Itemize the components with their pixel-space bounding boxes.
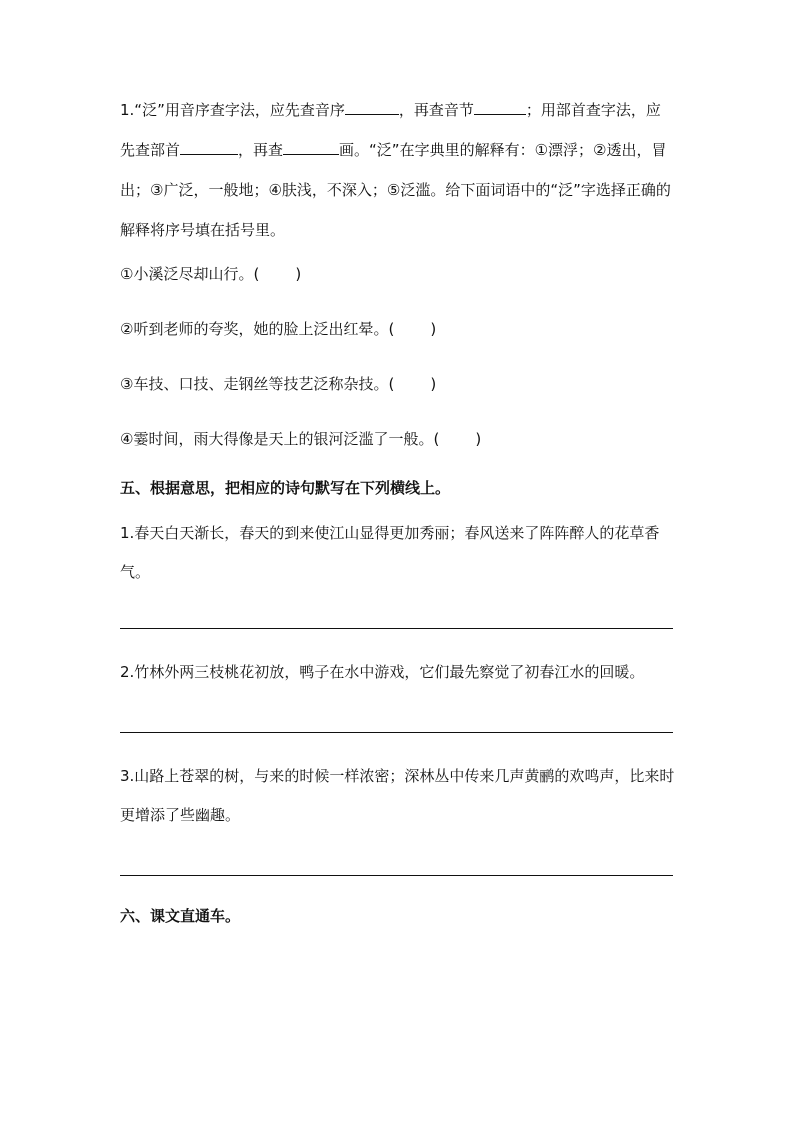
choice-item-text: ①小溪泛尽却山行。( [120,265,260,283]
question-text: 2.竹林外两三枝桃花初放，鸭子在水中游戏，它们最先察觉了初春江水的回暖。 [120,663,645,681]
answer-line[interactable] [120,875,673,876]
choice-item-close: ) [430,375,437,393]
intro-part-2: ，再查音节 [398,101,474,119]
choice-item-text: ②听到老师的夸奖，她的脸上泛出红晕。( [120,320,395,338]
choice-item [120,374,675,429]
choice-item [120,264,675,319]
blank-sequence-letter[interactable] [345,100,399,115]
intro-part-5: 画。“泛”在字典里的解释有：①漂浮；②透出，冒出；③广泛，一般地；④肤浅，不深入；⑤泛滥。给下面词语中的“泛”字选择正确的解释将序号填在括号里。 [120,141,671,239]
intro-part-4: ，再查 [238,141,284,159]
choice-item-close: ) [295,265,302,283]
intro-part-1: 1.“泛”用音序查字法，应先查音序 [120,101,345,119]
question-text: 3.山路上苍翠的树，与来的时候一样浓密；深林丛中传来几声黄鹂的欢鸣声，比来时更增添了些幽趣。 [120,767,675,824]
choice-item-text: ④霎时间，雨大得像是天上的银河泛滥了一般。( [120,430,440,448]
section-5-heading: 五、根据意思，把相应的诗句默写在下列横线上。 [120,479,451,497]
choice-items [120,264,675,477]
question-1-intro [120,90,675,250]
blank-radical[interactable] [180,140,238,155]
choice-item-close: ) [430,320,437,338]
section-5-question [120,757,675,876]
section-6-heading: 六、课文直通车。 [120,907,241,925]
question-text: 1.春天白天渐长，春天的到来使江山显得更加秀丽；春风送来了阵阵醉人的花草香气。 [120,524,660,581]
choice-item [120,319,675,374]
intro-part-3: ；用部首查字法，应先查部首 [120,101,661,159]
answer-line[interactable] [120,732,673,733]
choice-item-text: ③车技、口技、走钢丝等技艺泛称杂技。( [120,375,395,393]
choice-item [120,429,675,477]
section-5-question [120,653,675,733]
worksheet-page [120,90,675,927]
blank-stroke-count[interactable] [283,140,339,155]
answer-line[interactable] [120,628,673,629]
choice-item-close: ) [475,430,482,448]
blank-syllable[interactable] [474,100,526,115]
section-5-question [120,514,675,629]
